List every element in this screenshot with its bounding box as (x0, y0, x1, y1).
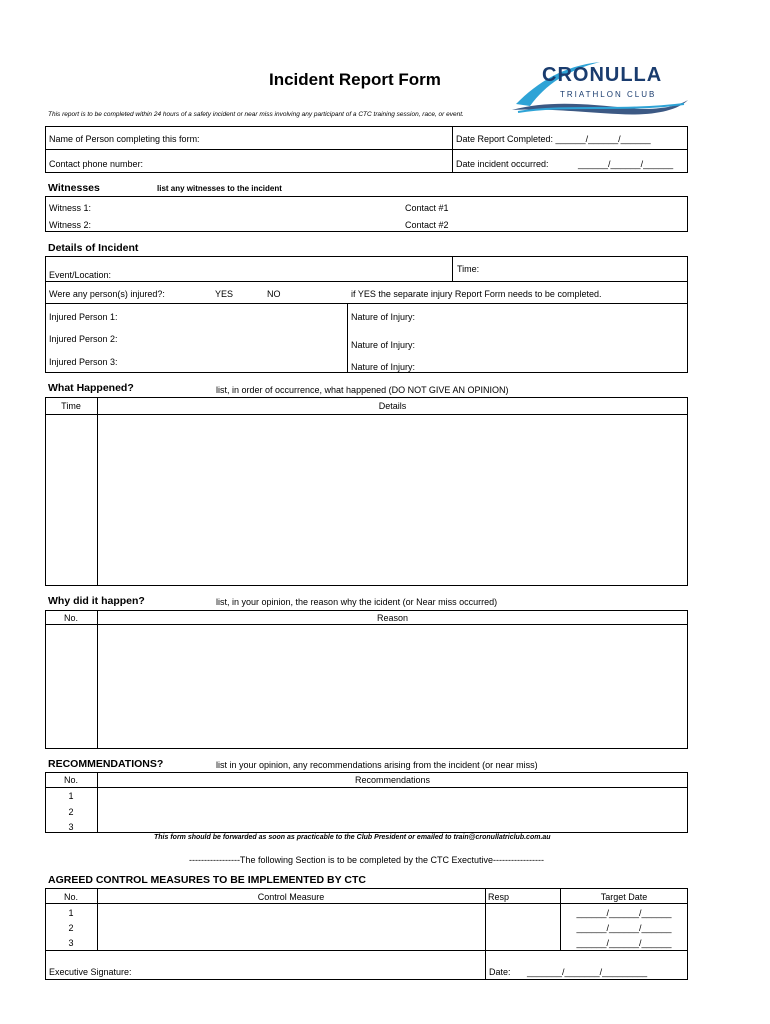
why-col-no: No. (63, 613, 78, 623)
injured-question: Were any person(s) injured?: (49, 289, 165, 299)
witness-1-field[interactable]: Witness 1: (49, 203, 92, 213)
recs-col-no: No. (63, 775, 78, 785)
nature-injury-1-field[interactable]: Nature of Injury: (351, 312, 416, 322)
why-col-reason: Reason (376, 613, 409, 623)
nature-injury-3-field[interactable]: Nature of Injury: (351, 362, 416, 372)
name-field[interactable]: Name of Person completing this form: (49, 134, 200, 144)
club-logo (508, 52, 690, 116)
what-col-details: Details (378, 401, 407, 411)
recs-row-3: 3 (68, 822, 74, 832)
recs-row-2: 2 (68, 807, 74, 817)
injured-person-1-field[interactable]: Injured Person 1: (49, 312, 118, 322)
exec-col-resp: Resp (488, 892, 510, 902)
logo-name: CRONULLA (542, 64, 663, 86)
event-location-field[interactable]: Event/Location: (49, 270, 112, 280)
time-field[interactable]: Time: (457, 264, 480, 274)
details-heading: Details of Incident (48, 242, 139, 254)
logo-subtitle: TRIATHLON CLUB (560, 90, 657, 99)
phone-field[interactable]: Contact phone number: (49, 159, 144, 169)
forward-note: This form should be forwarded as soon as practicable to the Club President or emailed to train@cronullatriclub.com.au (154, 834, 551, 841)
witnesses-heading: Witnesses (48, 182, 100, 194)
what-details-area[interactable] (98, 415, 687, 585)
recs-note: list in your opinion, any recommendations arising from the incident (or near miss) (216, 760, 538, 770)
recs-area[interactable] (98, 788, 687, 832)
exec-row-3: 3 (68, 938, 74, 948)
exec-heading: AGREED CONTROL MEASURES TO BE IMPLEMENTED BY CTC (48, 874, 366, 886)
exec-col-measure: Control Measure (257, 892, 325, 902)
date-completed-field[interactable]: Date Report Completed: ______/______/______ (456, 134, 651, 144)
no-option[interactable]: NO (267, 289, 281, 299)
yes-option[interactable]: YES (215, 289, 234, 299)
date-occurred-blank: ______/______/______ (578, 159, 674, 169)
exec-col-target: Target Date (600, 892, 648, 902)
exec-row-2: 2 (68, 923, 74, 933)
exec-col-no: No. (63, 892, 78, 902)
intro-note: This report is to be completed within 24 hours of a safety incident or near miss involving any participant of a CTC training session, race, or event. (48, 111, 464, 118)
why-note: list, in your opinion, the reason why the icident (or Near miss occurred) (216, 597, 498, 607)
what-col-time: Time (61, 401, 81, 411)
recs-col-rec: Recommendations (354, 775, 431, 785)
date-occurred-field[interactable]: Date incident occurred: (456, 159, 549, 169)
witness-2-field[interactable]: Witness 2: (49, 220, 92, 230)
executive-date-label: Date: (489, 967, 511, 977)
target-date-1[interactable]: ______/______/______ (576, 908, 672, 918)
contact-1-field[interactable]: Contact #1 (405, 203, 449, 213)
witnesses-box (45, 196, 688, 232)
contact-2-field[interactable]: Contact #2 (405, 220, 449, 230)
what-note: list, in order of occurrence, what happened (DO NOT GIVE AN OPINION) (216, 385, 509, 395)
injured-person-2-field[interactable]: Injured Person 2: (49, 334, 118, 344)
form-title: Incident Report Form (269, 70, 441, 89)
recs-row-1: 1 (68, 791, 74, 801)
if-yes-note: if YES the separate injury Report Form needs to be completed. (351, 289, 602, 299)
exec-row-1: 1 (68, 908, 74, 918)
witnesses-note: list any witnesses to the incident (157, 184, 282, 193)
injured-person-3-field[interactable]: Injured Person 3: (49, 357, 118, 367)
recs-heading: RECOMMENDATIONS? (48, 758, 164, 770)
target-date-2[interactable]: ______/______/______ (576, 923, 672, 933)
executive-signature-field[interactable]: Executive Signature: (49, 967, 132, 977)
what-heading: What Happened? (48, 382, 134, 394)
executive-date-field[interactable]: _______/_______/_________ (527, 967, 648, 977)
target-date-3[interactable]: ______/______/______ (576, 938, 672, 948)
nature-injury-2-field[interactable]: Nature of Injury: (351, 340, 416, 350)
exec-divider: -----------------The following Section is to be completed by the CTC Exectutive----------------- (188, 855, 545, 865)
why-heading: Why did it happen? (48, 595, 145, 607)
why-reason-area[interactable] (98, 625, 687, 748)
